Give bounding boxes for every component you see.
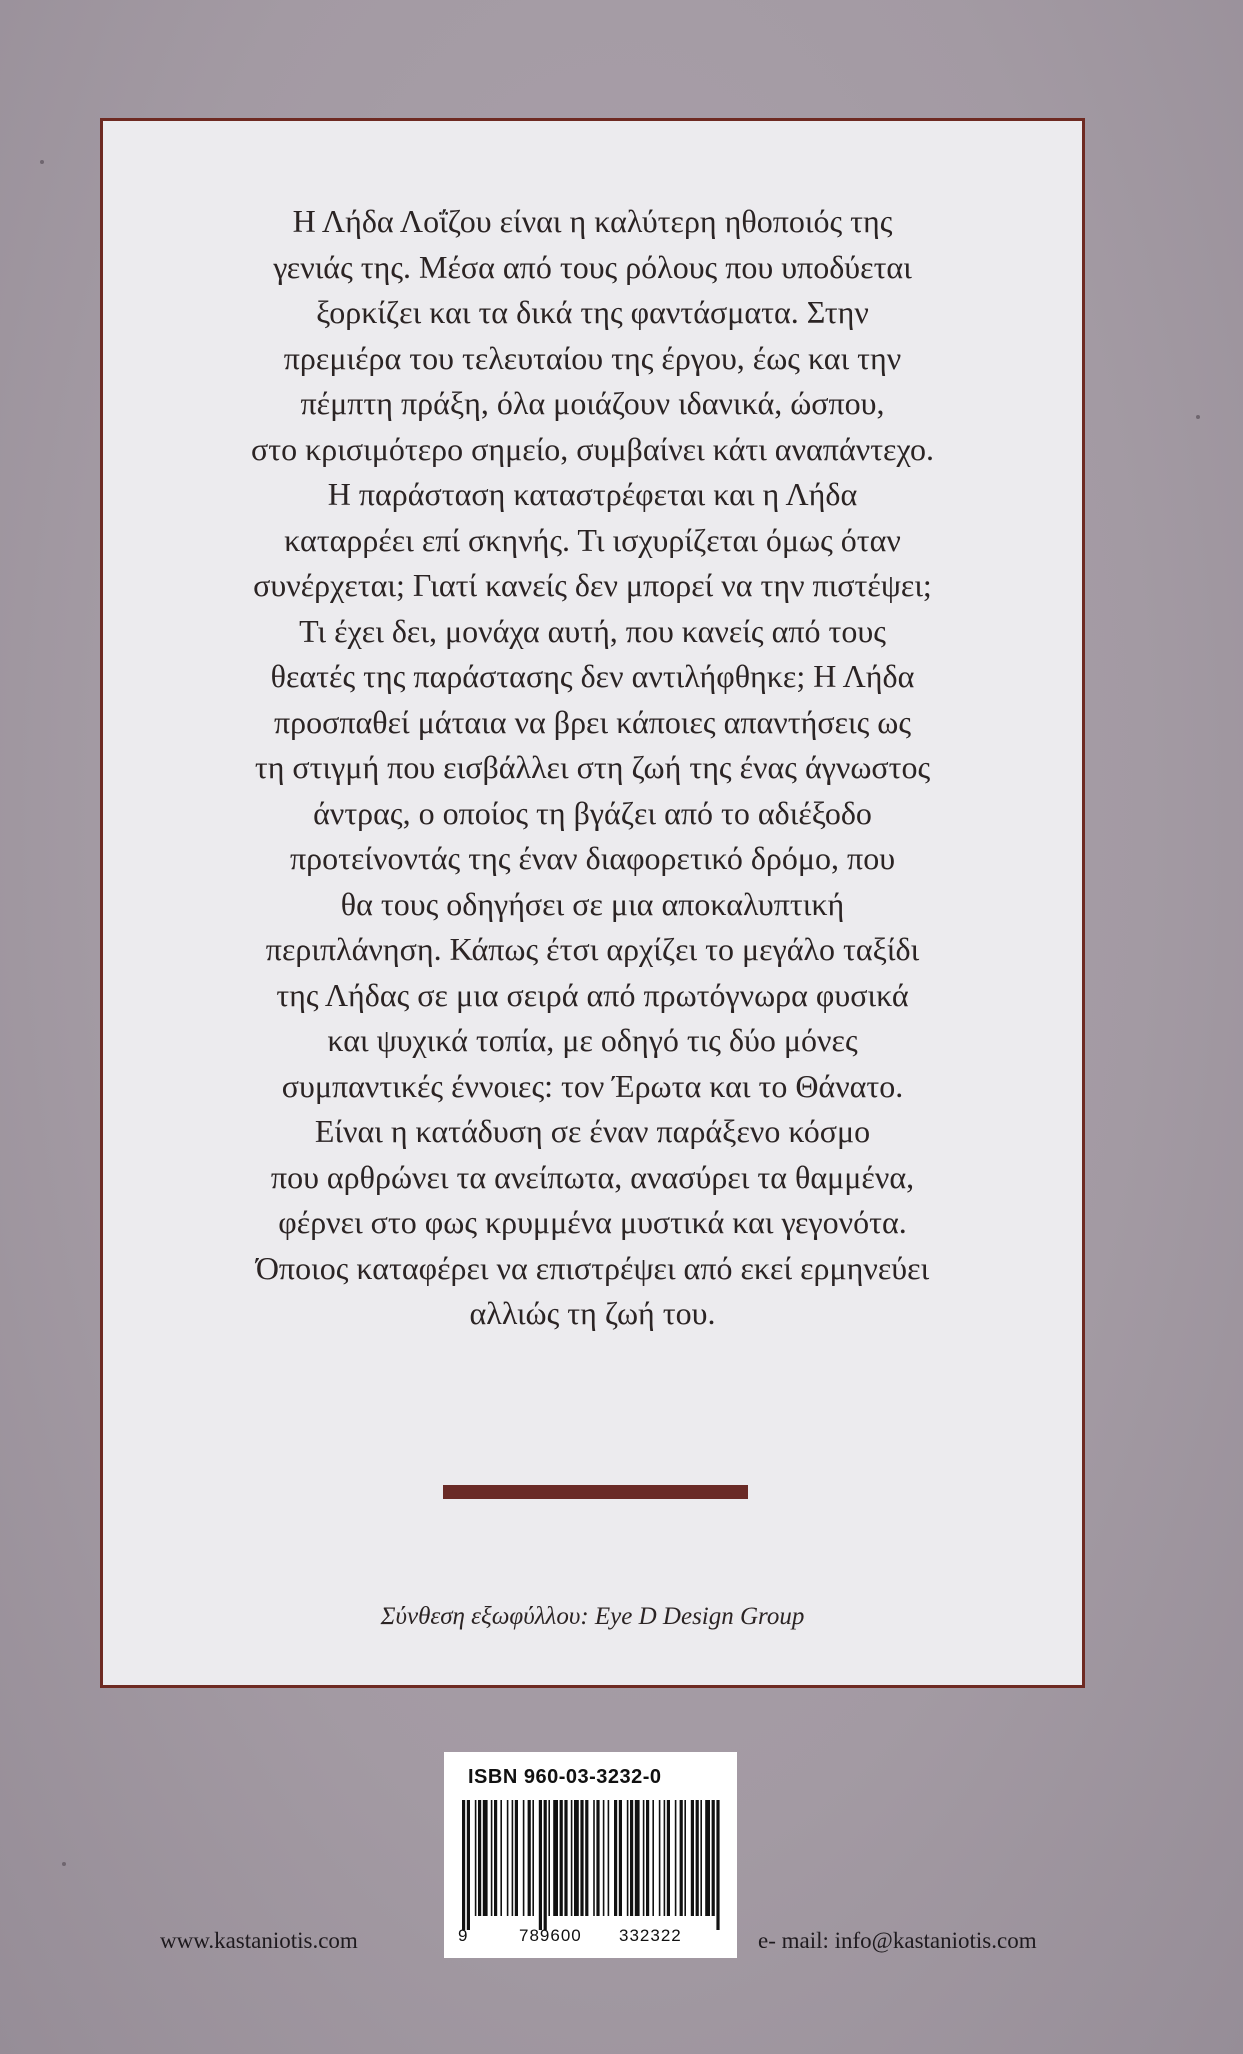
blurb-line: καταρρέει επί σκηνής. Τι ισχυρίζεται όμως όταν bbox=[284, 521, 901, 558]
blurb-line: Η παράσταση καταστρέφεται και η Λήδα bbox=[327, 476, 858, 512]
barcode-bar bbox=[580, 1800, 583, 1916]
blurb-line: πέμπτη πράξη, όλα μοιάζουν ιδανικά, ώσπου, bbox=[300, 385, 885, 421]
barcode-bar bbox=[716, 1800, 719, 1930]
barcode-bar bbox=[643, 1800, 645, 1916]
barcode-bar bbox=[664, 1800, 666, 1916]
blurb-line: Τι έχει δει, μονάχα αυτή, που κανείς από τους bbox=[299, 612, 886, 649]
barcode-bar bbox=[684, 1800, 686, 1916]
barcode-bar bbox=[635, 1800, 640, 1916]
paper-speck bbox=[40, 160, 44, 164]
barcode-bar bbox=[560, 1800, 563, 1916]
blurb-line: που αρθρώνει τα ανείπωτα, ανασύρει τα θαμμένα, bbox=[270, 1158, 915, 1195]
blurb-line: συμπαντικές έννοιες: τον Έρωτα και το Θάνατο. bbox=[281, 1067, 904, 1104]
blurb-line: θεατές της παράστασης δεν αντιλήφθηκε; Η Λήδα bbox=[270, 658, 915, 694]
blurb-line: πρεμιέρα του τελευταίου της έργου, έως και την bbox=[283, 339, 902, 376]
barcode-bar bbox=[659, 1800, 661, 1916]
barcode-bar bbox=[548, 1800, 550, 1916]
blurb-line: γενιάς της. Μέσα από τους ρόλους που υποδύεται bbox=[273, 248, 912, 285]
blurb-line: ξορκίζει και τα δικά της φαντάσματα. Στην bbox=[316, 294, 869, 330]
barcode-bar bbox=[700, 1800, 702, 1916]
barcode-bar bbox=[478, 1800, 481, 1916]
paper-speck bbox=[62, 1862, 66, 1866]
isbn-number: ISBN 960-03-3232-0 bbox=[468, 1766, 662, 1788]
barcode-bar bbox=[593, 1800, 595, 1916]
barcode-bar bbox=[564, 1800, 567, 1916]
barcode-digits-left: 789600 bbox=[519, 1926, 582, 1945]
barcode-bar bbox=[652, 1800, 654, 1916]
barcode-bar bbox=[705, 1800, 710, 1916]
barcode-bar bbox=[483, 1800, 488, 1916]
barcode-bar bbox=[523, 1800, 525, 1916]
barcode-bar bbox=[574, 1800, 579, 1916]
barcode-bar bbox=[614, 1800, 617, 1916]
blurb-line: περιπλάνηση. Κάπως έτσι αρχίζει το μεγάλο ταξίδι bbox=[265, 931, 920, 967]
barcode-bar bbox=[675, 1800, 677, 1916]
barcode-bar bbox=[691, 1800, 694, 1916]
paper-speck bbox=[1196, 415, 1200, 419]
blurb-line: και ψυχικά τοπία, με οδηγό τις δύο μόνες bbox=[327, 1022, 858, 1058]
blurb-panel bbox=[100, 118, 1085, 1688]
blurb-line: φέρνει στο φως κρυμμένα μυστικά και γεγονότα. bbox=[278, 1204, 907, 1240]
barcode-bar bbox=[596, 1800, 599, 1916]
barcode-bar bbox=[500, 1800, 502, 1916]
barcode-bar bbox=[528, 1800, 531, 1916]
barcode-bar bbox=[627, 1800, 629, 1916]
barcode-bar bbox=[680, 1800, 683, 1916]
publisher-website: www.kastaniotis.com bbox=[160, 1928, 358, 1953]
barcode-bar bbox=[667, 1800, 670, 1916]
isbn-barcode-label bbox=[444, 1752, 737, 1958]
blurb-line: Η Λήδα Λοΐζου είναι η καλύτερη ηθοποιός της bbox=[292, 203, 893, 239]
barcode-bar bbox=[462, 1800, 465, 1930]
barcode-digit-first: 9 bbox=[458, 1926, 469, 1945]
barcode-bar bbox=[475, 1800, 477, 1916]
barcode-bar bbox=[696, 1800, 699, 1916]
blurb-line: θα τους οδηγήσει σε μια αποκαλυπτική bbox=[340, 885, 845, 922]
blurb-line: της Λήδας σε μια σειρά από πρωτόγνωρα φυσικά bbox=[276, 976, 909, 1013]
blurb-line: προσπαθεί μάταια να βρει κάποιες απαντήσεις ως bbox=[273, 703, 912, 740]
barcode-bar bbox=[507, 1800, 509, 1916]
barcode-bars bbox=[462, 1800, 720, 1930]
barcode-bar bbox=[608, 1800, 610, 1916]
blurb-line: τη στιγμή που εισβάλλει στη ζωή της ένας άγνωστος bbox=[254, 749, 931, 785]
blurb-line: συνέρχεται; Γιατί κανείς δεν μπορεί να την πιστέψει; bbox=[253, 567, 932, 603]
blurb-line: αλλιώς τη ζωή του. bbox=[469, 1295, 716, 1331]
barcode-bar bbox=[646, 1800, 649, 1916]
barcode-bar bbox=[603, 1800, 605, 1916]
blurb-line: στο κρισιμότερο σημείο, συμβαίνει κάτι αναπάντεχο. bbox=[251, 430, 934, 467]
barcode-bar bbox=[532, 1800, 534, 1916]
barcode-bar bbox=[585, 1800, 588, 1916]
cover-design-credit: Σύνθεση εξωφύλλου: Eye D Design Group bbox=[380, 1603, 805, 1630]
barcode-bar bbox=[539, 1800, 542, 1930]
blurb-line: προτείνοντάς της έναν διαφορετικό δρόμο, που bbox=[289, 840, 896, 876]
blurb-line: Όποιος καταφέρει να επιστρέψει από εκεί ερμηνεύει bbox=[255, 1249, 930, 1286]
barcode-bar bbox=[619, 1800, 622, 1916]
blurb-line: Είναι η κατάδυση σε έναν παράξενο κόσμο bbox=[314, 1113, 871, 1149]
barcode-bar bbox=[630, 1800, 633, 1916]
barcode-bar bbox=[571, 1800, 573, 1916]
publisher-email: e- mail: info@kastaniotis.com bbox=[758, 1928, 1037, 1953]
barcode-bar bbox=[467, 1800, 470, 1930]
barcode-digits-right: 332322 bbox=[619, 1926, 682, 1945]
barcode-bar bbox=[544, 1800, 547, 1930]
barcode-bar bbox=[712, 1800, 715, 1916]
barcode-bar bbox=[512, 1800, 514, 1916]
barcode-bar bbox=[491, 1800, 493, 1916]
decorative-divider bbox=[443, 1485, 748, 1499]
barcode-bar bbox=[494, 1800, 497, 1916]
blurb-line: άντρας, ο οποίος τη βγάζει από το αδιέξοδο bbox=[313, 794, 872, 831]
blurb-text bbox=[133, 199, 1052, 1337]
barcode-bar bbox=[553, 1800, 558, 1916]
barcode-bar bbox=[515, 1800, 518, 1916]
